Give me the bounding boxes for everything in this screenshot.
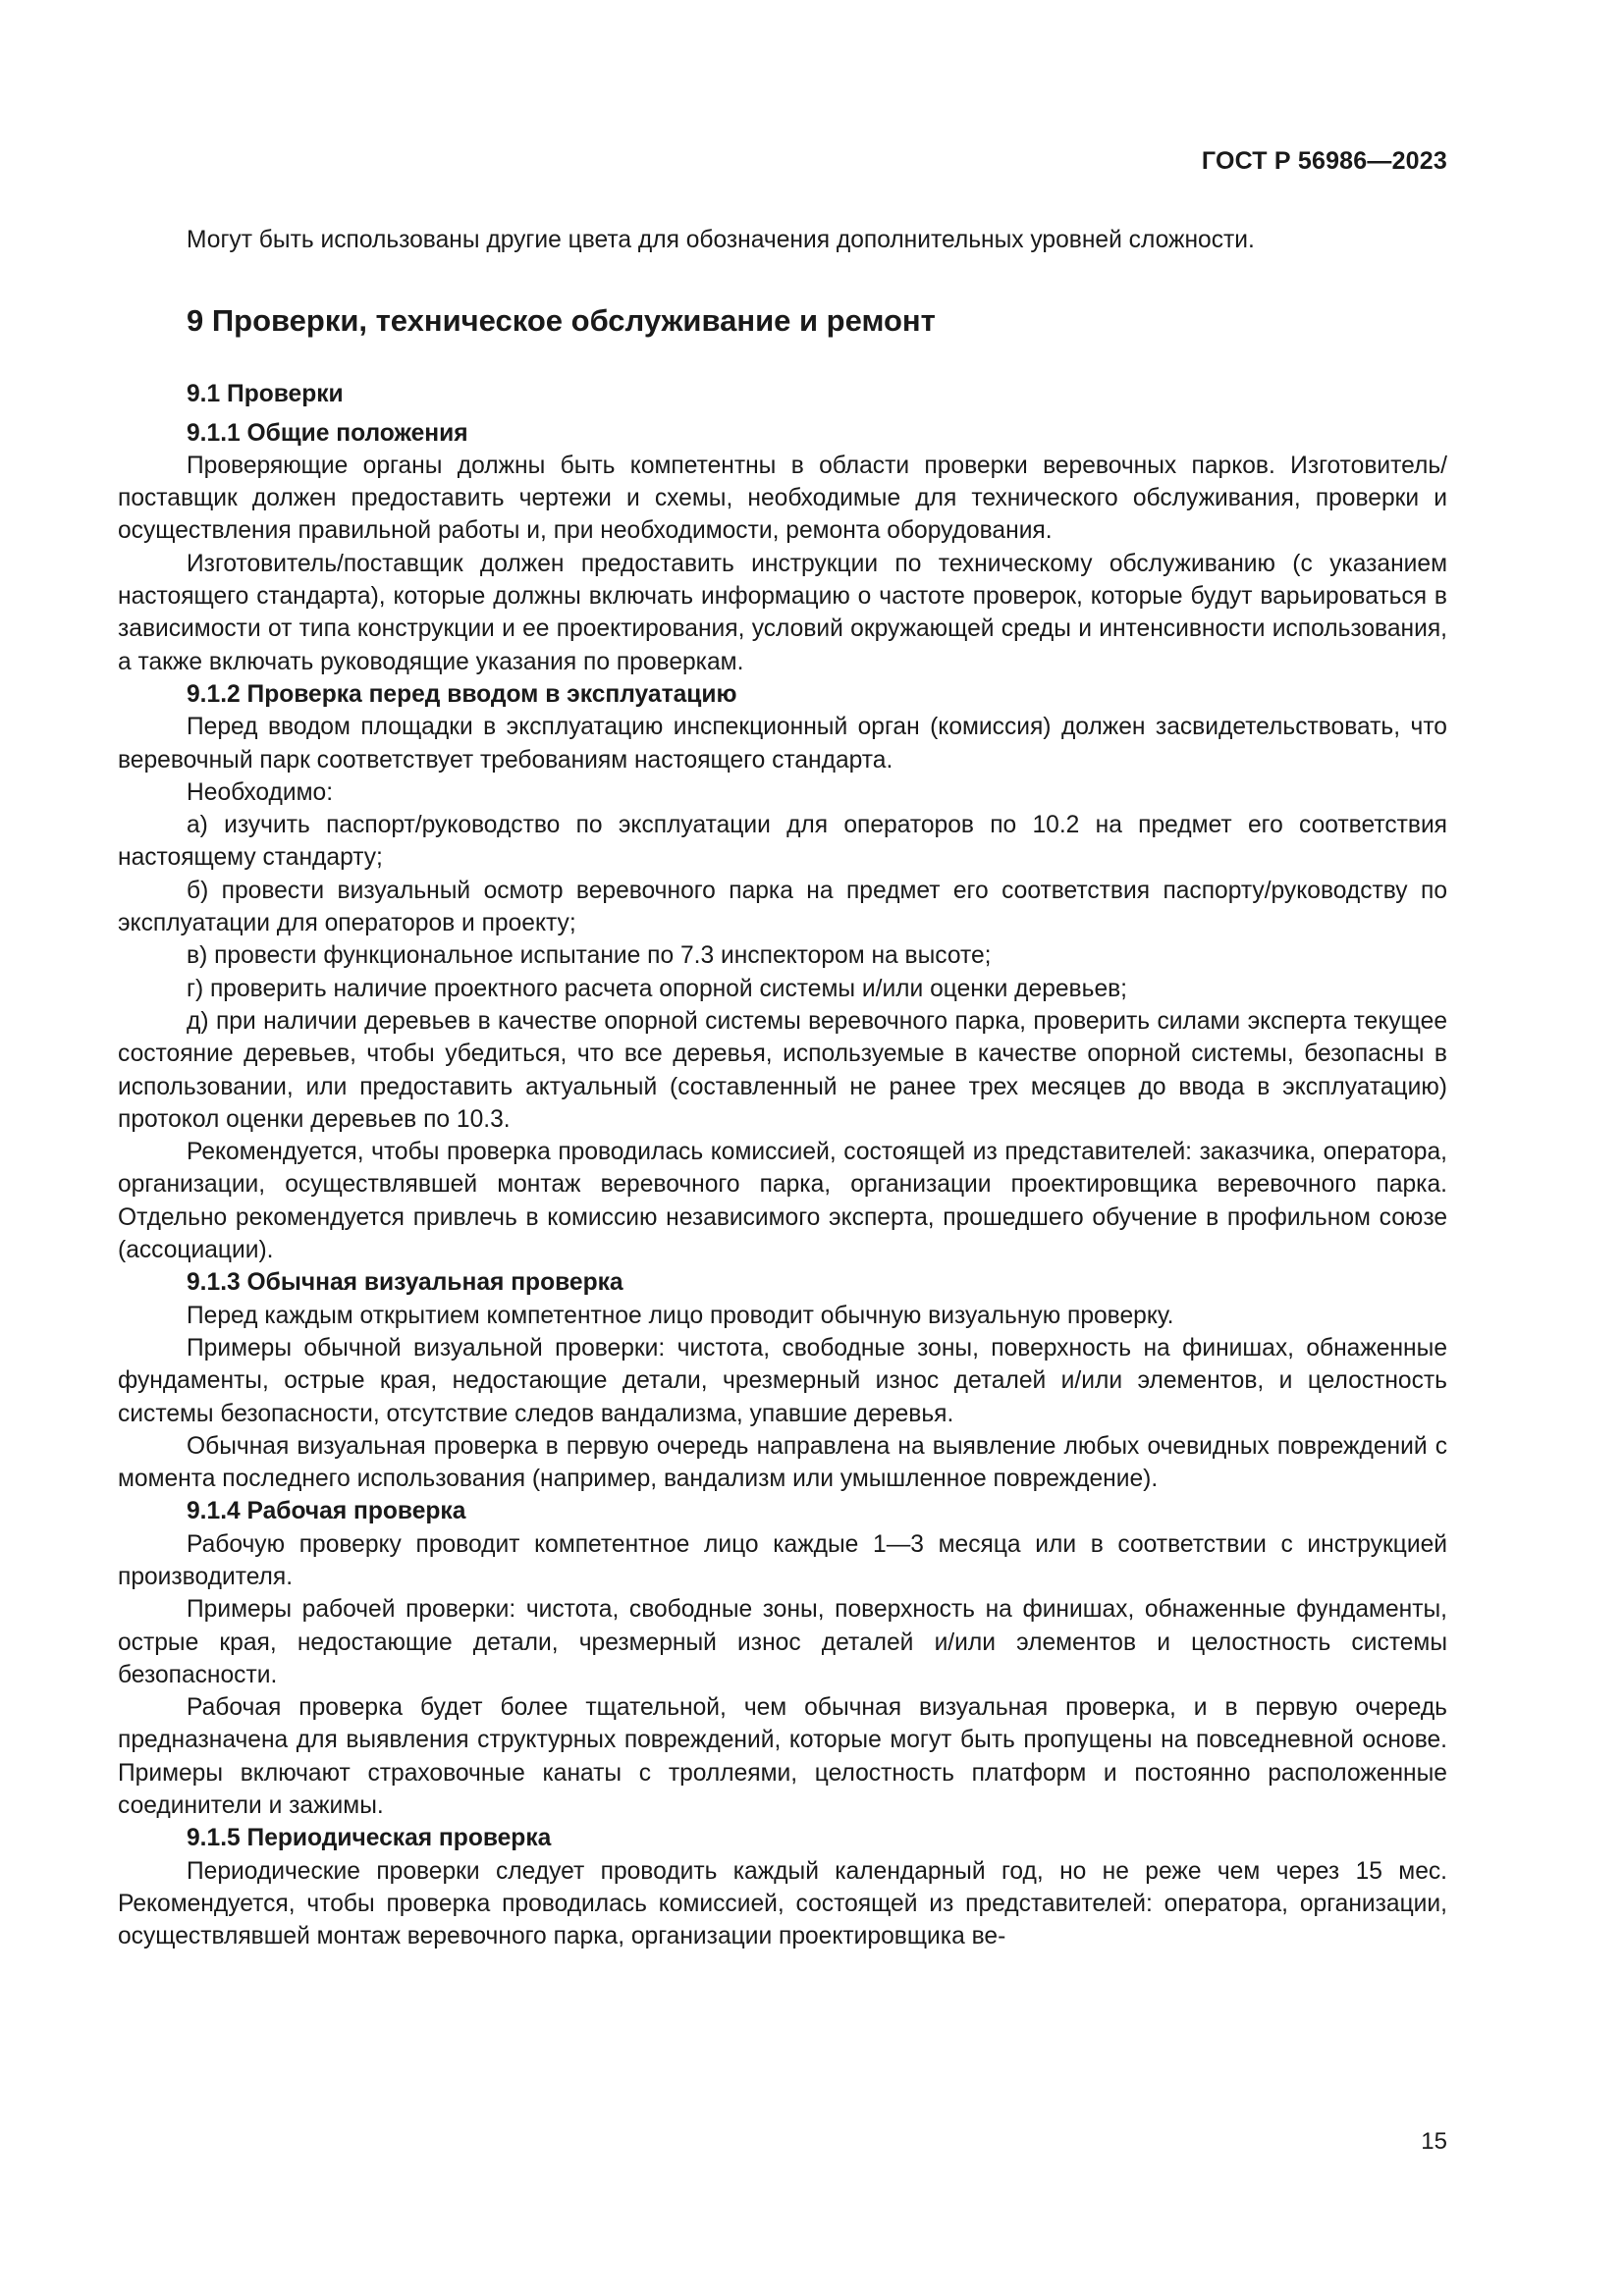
clause-9-1-4-title: 9.1.4 Рабочая проверка	[187, 1498, 466, 1525]
paragraph: Необходимо:	[187, 778, 334, 806]
clause-9-1-5-title: 9.1.5 Периодическая проверка	[187, 1825, 552, 1852]
list-item: г) проверить наличие проектного расчета опорной системы и/или оценки деревьев;	[187, 975, 1128, 1002]
paragraph: Проверяющие органы должны быть компетентны в области проверки веревочных парков. Изготовитель/поставщик должен предоставить чертежи и схемы, необходимые для технического обслуживания, проверки и осуществления правильной работы и, при необходимости, ремонта оборудования.	[118, 452, 1447, 545]
list-item: д) при наличии деревьев в качестве опорной системы веревочного парка, проверить силами эксперта текущее состояние деревьев, чтобы убедиться, что все деревья, используемые в качестве опорной системы, безопасны в использовании, или предоставить актуальный (составленный не ранее трех месяцев до ввода в эксплуатацию) протокол оценки деревьев по 10.3.	[118, 1007, 1447, 1133]
list-item: б) провести визуальный осмотр веревочного парка на предмет его соответствия паспорту/руководству по эксплуатации для операторов и проекту;	[118, 877, 1447, 937]
paragraph: Рекомендуется, чтобы проверка проводилась комиссией, состоящей из представителей: заказчика, оператора, организации, осуществлявшей монтаж веревочного парка, организации проектировщика веревочного парка. Отдельно рекомендуется привлечь в комиссию независимого эксперта, прошедшего обучение в профильном союзе (ассоциации).	[118, 1139, 1447, 1264]
intro-paragraph: Могут быть использованы другие цвета для обозначения дополнительных уровней сложности.	[187, 227, 1255, 253]
paragraph: Перед вводом площадки в эксплуатацию инспекционный орган (комиссия) должен засвидетельствовать, что веревочный парк соответствует требованиям настоящего стандарта.	[118, 714, 1447, 774]
paragraph: Периодические проверки следует проводить каждый календарный год, но не реже чем через 15 мес. Рекомендуется, чтобы проверка проводилась комиссией, состоящей из представителей: оператора, организации, осуществлявшей монтаж веревочного парка, организации проектировщика ве-	[118, 1857, 1447, 1950]
paragraph: Рабочая проверка будет более тщательной, чем обычная визуальная проверка, и в первую очередь предназначена для выявления структурных повреждений, которые могут быть пропущены на повседневной основе. Примеры включают страховочные канаты с троллеями, целостность платформ и постоянно расположенные соединители и зажимы.	[118, 1694, 1447, 1820]
paragraph: Примеры рабочей проверки: чистота, свободные зоны, поверхность на финишах, обнаженные фундаменты, острые края, недостающие детали, чрезмерный износ деталей и/или элементов и целостность системы безопасности.	[118, 1596, 1447, 1688]
paragraph: Перед каждым открытием компетентное лицо проводит обычную визуальную проверку.	[187, 1302, 1174, 1329]
clause-9-1-1-title: 9.1.1 Общие положения	[187, 419, 468, 447]
paragraph: Примеры обычной визуальной проверки: чистота, свободные зоны, поверхность на финишах, обнаженные фундаменты, острые края, недостающие детали, чрезмерный износ деталей и/или элементов, и целостность системы безопасности, отсутствие следов вандализма, упавшие деревья.	[118, 1334, 1447, 1427]
list-item: а) изучить паспорт/руководство по эксплуатации для операторов по 10.2 на предмет его соответствия настоящему стандарту;	[118, 812, 1447, 872]
paragraph: Рабочую проверку проводит компетентное лицо каждые 1—3 месяца или в соответствии с инструкцией производителя.	[118, 1530, 1447, 1590]
paragraph: Изготовитель/поставщик должен предоставить инструкции по техническому обслуживанию (с указанием настоящего стандарта), которые должны включать информацию о частоте проверок, которые будут варьироваться в зависимости от типа конструкции и ее проектирования, условий окружающей среды и интенсивности использования, а также включать руководящие указания по проверкам.	[118, 550, 1447, 675]
list-item: в) провести функциональное испытание по 7.3 инспектором на высоте;	[187, 942, 992, 970]
clause-9-1-2-title: 9.1.2 Проверка перед вводом в эксплуатацию	[187, 680, 737, 708]
document-body	[118, 224, 1447, 1953]
page-number: 15	[1421, 2128, 1447, 2155]
document-header-standard-id: ГОСТ Р 56986—2023	[1201, 147, 1447, 175]
section-9-title: 9 Проверки, техническое обслуживание и ремонт	[187, 303, 936, 339]
clause-9-1-3-title: 9.1.3 Обычная визуальная проверка	[187, 1269, 623, 1297]
paragraph: Обычная визуальная проверка в первую очередь направлена на выявление любых очевидных повреждений с момента последнего использования (например, вандализм или умышленное повреждение).	[118, 1432, 1447, 1493]
subsection-9-1-title: 9.1 Проверки	[187, 381, 344, 408]
